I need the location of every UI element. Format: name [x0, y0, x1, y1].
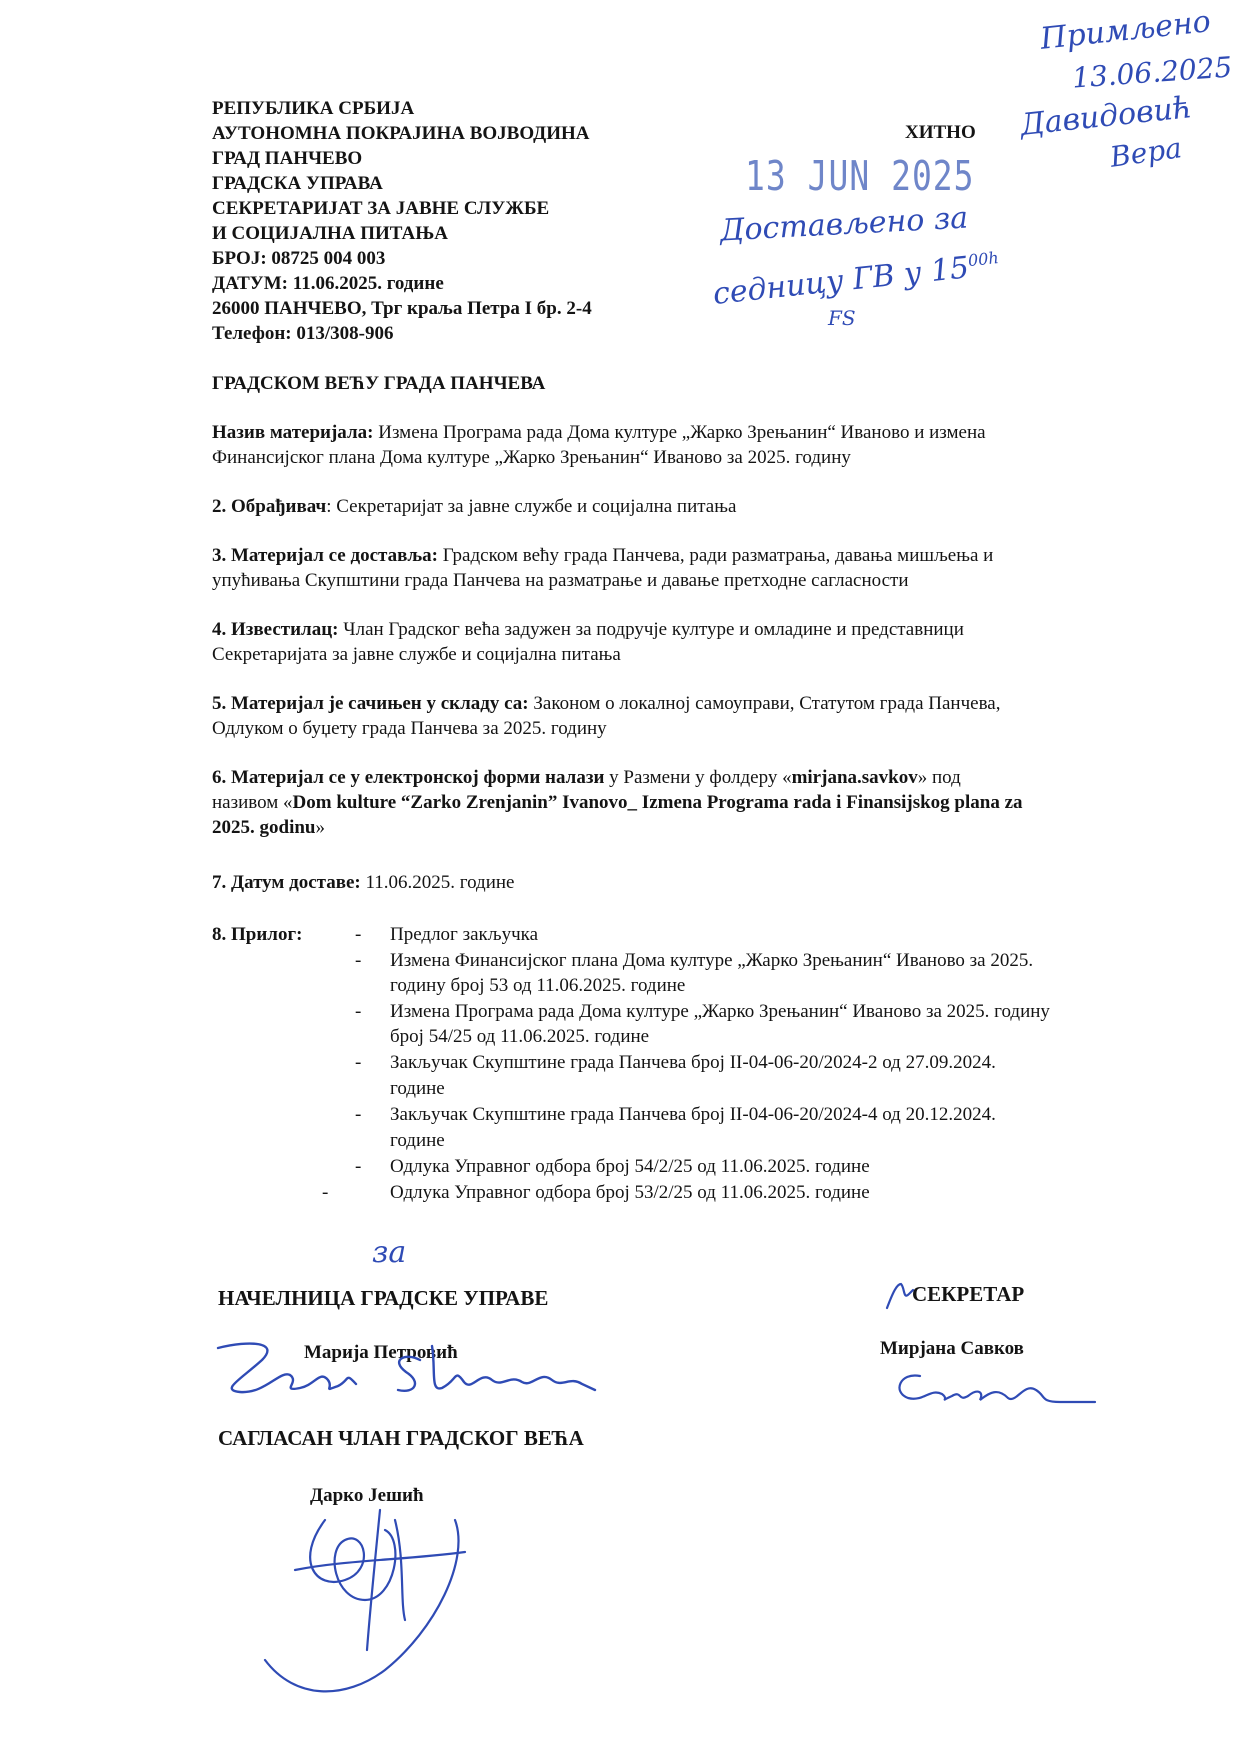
electronic-location-line-1: [212, 765, 961, 790]
reporter-text-1: Члан Градског већа задужен за подручје културе и омладине и представници: [338, 619, 964, 640]
handwritten-delivered-text: Достављено за: [719, 200, 969, 249]
attachment-item-continued: годину број 53 од 11.06.2025. године: [390, 975, 686, 996]
electronic-folder-name: mirjana.savkov: [791, 767, 918, 788]
document-header: [212, 96, 592, 346]
compliance-line-1: [212, 691, 1000, 716]
electronic-location-text-2a: називом «: [212, 792, 293, 813]
handwritten-hour-sup: 00h: [967, 248, 1000, 271]
head-name: Марија Петровић: [304, 1342, 458, 1363]
compliance-text-1: Законом о локалној самоуправи, Статутом града Панчева,: [528, 693, 1001, 714]
attachment-item-continued: број 54/25 од 11.06.2025. године: [390, 1026, 650, 1047]
handwritten-initials: [828, 306, 856, 331]
attachment-item: Предлог закључка: [390, 924, 539, 945]
material-title-text-1: Измена Програма рада Дома културе „Жарко Зрењанин“ Иваново и измена: [373, 422, 986, 443]
electronic-location-text-1a: у Размени у фолдеру «: [604, 767, 792, 788]
head-signature-drawing: [210, 1330, 600, 1410]
header-line-secretariat-2: И СОЦИЈАЛНА ПИТАЊА: [212, 223, 448, 244]
electronic-location-text-1b: » под: [917, 767, 961, 788]
attachment-item: Одлука Управног одбора број 53/2/25 од 11.06.2025. године: [390, 1182, 870, 1203]
handwritten-delivered-line-2: [711, 245, 1001, 312]
processor-label: 2. Обрађивач: [212, 496, 327, 517]
attachment-item: Закључак Скупштине града Панчева број II-04-06-20/2024-2 од 27.09.2024.: [390, 1052, 996, 1073]
head-signature: [210, 1330, 600, 1417]
council-signature: [255, 1500, 515, 1717]
processor-line: [212, 494, 736, 519]
material-title-line-2: Финансијског плана Дома културе „Жарко Зрењанин“ Иваново за 2025. годину: [212, 447, 851, 468]
secretary-name: Мирјана Савков: [880, 1338, 1024, 1359]
reporter-line-1: [212, 617, 964, 642]
attachment-dash: -: [355, 924, 362, 945]
electronic-location-line-2: [212, 790, 1023, 815]
handwritten-received-note: [1038, 4, 1213, 57]
electronic-file-name-2: 2025. godinu: [212, 817, 316, 838]
secretary-title: СЕКРЕТАР: [912, 1282, 1025, 1306]
attachment-dash: -: [355, 1156, 362, 1177]
secretary-initial-drawing: [885, 1280, 915, 1310]
compliance-line-2: Одлуком о буџету града Панчева за 2025. годину: [212, 718, 607, 739]
attachment-item-continued: године: [390, 1078, 445, 1099]
material-title-label: Назив материјала:: [212, 422, 374, 443]
delivery-date-label: 7. Датум доставе:: [212, 872, 361, 893]
attachment-dash: -: [322, 1182, 329, 1203]
handwritten-delivered-line-1: [719, 200, 969, 249]
council-name: Дарко Јешић: [310, 1485, 424, 1506]
delivery-date-line: [212, 870, 515, 895]
header-line-address: 26000 ПАНЧЕВО, Трг краља Петра I бр. 2-4: [212, 298, 592, 319]
electronic-location-text-3: »: [315, 817, 325, 838]
delivered-to-text-1: Градском већу града Панчева, ради разматрања, давања мишљења и: [438, 545, 994, 566]
compliance-label: 5. Материјал је сачињен у складу са:: [212, 693, 529, 714]
header-line-administration: ГРАДСКА УПРАВА: [212, 173, 383, 194]
processor-text: : Секретаријат за јавне службе и социјална питања: [326, 496, 737, 517]
header-line-phone: Телефон: 013/308-906: [212, 323, 394, 344]
head-title: НАЧЕЛНИЦА ГРАДСКЕ УПРАВЕ: [218, 1286, 549, 1310]
received-date-stamp: 13 JUN 2025: [745, 151, 975, 200]
attachments-label: 8. Прилог:: [212, 924, 303, 945]
handwritten-date-text: 13.06.2025: [1071, 50, 1234, 95]
electronic-file-name-1: Dom kulture “Zarko Zrenjanin” Ivanovo_ Izmena Programa rada i Finansijskog plana za: [292, 792, 1023, 813]
attachment-dash: -: [355, 1104, 362, 1125]
material-title-line-1: [212, 420, 986, 445]
electronic-location-line-3: [212, 815, 325, 840]
delivered-to-line-1: [212, 543, 993, 568]
handwritten-surname-text: Вера: [1108, 131, 1184, 174]
header-line-date: ДАТУМ: 11.06.2025. године: [212, 273, 444, 294]
header-line-province: АУТОНОМНА ПОКРАЈИНА ВОЈВОДИНА: [212, 123, 590, 144]
delivered-to-line-2: упућивања Скупштини града Панчева на разматрање и давање претходне сагласности: [212, 570, 909, 591]
header-line-secretariat: СЕКРЕТАРИЈАТ ЗА ЈАВНЕ СЛУЖБЕ: [212, 198, 550, 219]
secretary-signature-drawing: [890, 1362, 1100, 1412]
council-title: САГЛАСАН ЧЛАН ГРАДСКОГ ВЕЋА: [218, 1426, 584, 1450]
reporter-label: 4. Известилац:: [212, 619, 339, 640]
delivery-date-text: 11.06.2025. године: [360, 872, 515, 893]
attachment-item: Измена Програма рада Дома културе „Жарко Зрењанин“ Иваново за 2025. годину: [390, 1001, 1050, 1022]
handwritten-name-text: Давидовић: [1018, 90, 1194, 143]
attachment-item: Одлука Управног одбора број 54/2/25 од 11.06.2025. године: [390, 1156, 870, 1177]
handwritten-receiver-name: [1018, 90, 1194, 143]
handwritten-session-text: седницу ГВ у 15: [711, 250, 971, 312]
attachment-dash: -: [355, 1001, 362, 1022]
handwritten-received-word: Примљено: [1038, 4, 1213, 57]
handwritten-receiver-surname: [1108, 131, 1184, 174]
header-line-number: БРОЈ: 08725 004 003: [212, 248, 386, 269]
secretary-signature: [890, 1362, 1100, 1419]
attachment-item: Измена Финансијског плана Дома културе „Жарко Зрењанин“ Иваново за 2025.: [390, 950, 1034, 971]
delivered-to-label: 3. Материјал се доставља:: [212, 545, 438, 566]
handwritten-za-mark: за: [372, 1235, 407, 1270]
addressee: ГРАДСКОМ ВЕЋУ ГРАДА ПАНЧЕВА: [212, 373, 546, 394]
header-line-country: РЕПУБЛИКА СРБИЈА: [212, 98, 415, 119]
attachment-item: Закључак Скупштине града Панчева број II-04-06-20/2024-4 од 20.12.2024.: [390, 1104, 996, 1125]
attachment-dash: -: [355, 1052, 362, 1073]
attachment-item-continued: године: [390, 1130, 445, 1151]
handwritten-received-date: [1071, 50, 1234, 95]
electronic-location-label: 6. Материјал се у електронској форми налази: [212, 767, 605, 788]
reporter-line-2: Секретаријата за јавне службе и социјална питања: [212, 644, 621, 665]
handwritten-initials-text: FS: [828, 306, 856, 330]
header-line-city: ГРАД ПАНЧЕВО: [212, 148, 363, 169]
council-signature-drawing: [255, 1500, 515, 1710]
attachment-dash: -: [355, 950, 362, 971]
urgent-label: ХИТНО: [905, 122, 976, 143]
secretary-initial-mark: [885, 1280, 915, 1317]
